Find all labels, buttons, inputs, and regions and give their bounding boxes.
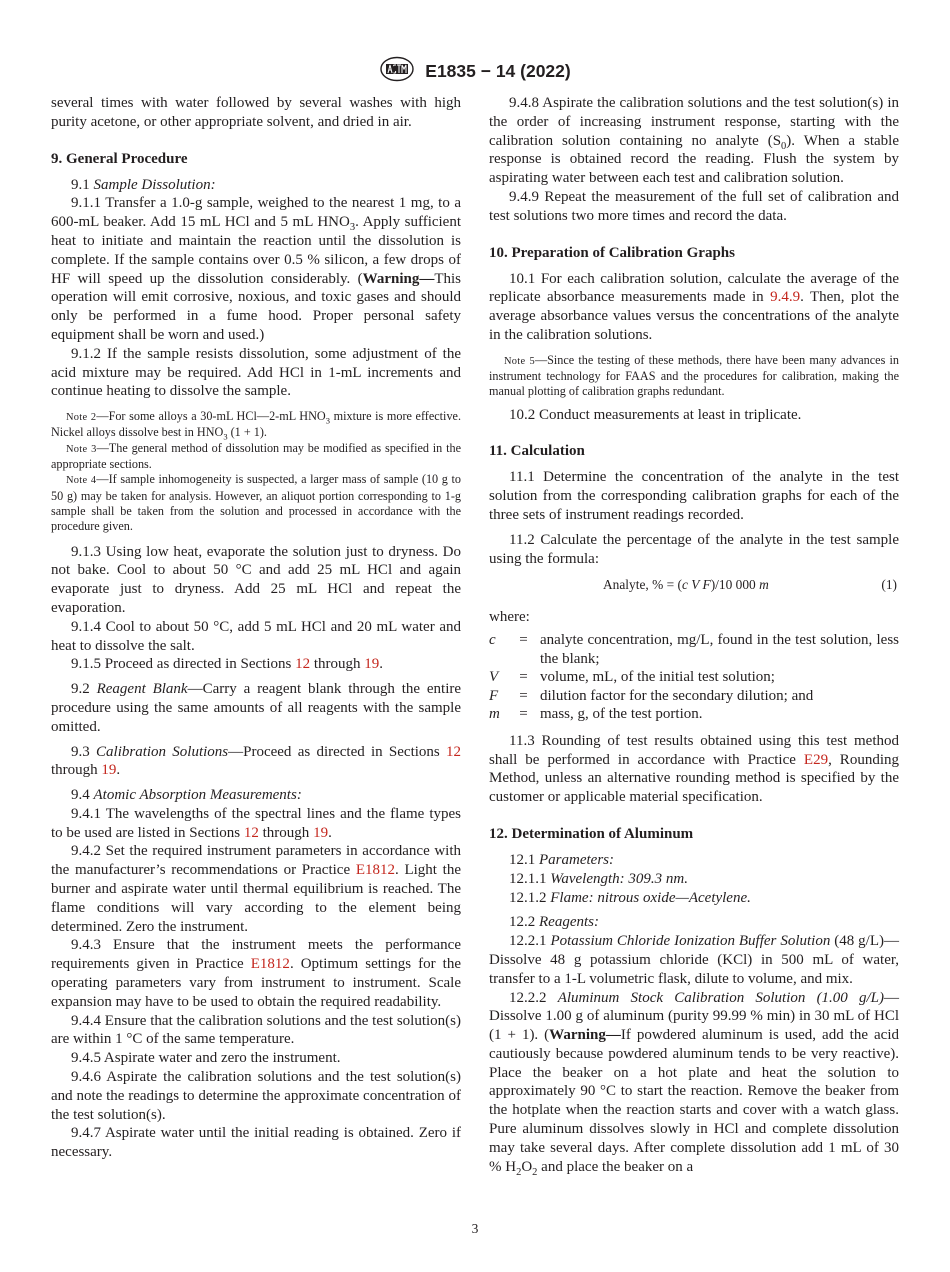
paragraph: 9.1.2 If the sample resists dissolution, some adjustment of the acid mixture may be required. Add HCl in 1-mL increments and continue heating to dissolve the sample. — [51, 345, 461, 400]
paragraph: 9.4.7 Aspirate water until the initial reading is obtained. Zero if necessary. — [51, 1125, 461, 1161]
standard-designation: E1835 − 14 (2022) — [425, 61, 571, 81]
standard-link[interactable]: E1812 — [355, 862, 395, 879]
paragraph: 10.1 For each calibration solution, calculate the average of the replicate absorbance measurements made in 9.4.9. Then, plot the average absorbance values versus the concentrations of the analyte in the calibration solutions. — [489, 270, 900, 343]
section-link[interactable]: 12 — [295, 656, 311, 673]
paragraph: 9.4.5 Aspirate water and zero the instrument. — [71, 1050, 341, 1067]
paragraph: 9.4.6 Aspirate the calibration solutions and the test solution(s) and note the readings to determine the approximate concentration of the test solution(s). — [51, 1069, 461, 1123]
equation — [489, 576, 899, 596]
equation-formula: Analyte, % = (c V F)/10 000 m — [603, 577, 769, 593]
section-link[interactable]: 12 — [446, 743, 462, 760]
paragraph: 12.1.1 Wavelength: 309.3 nm. — [509, 870, 689, 887]
variable-def: dilution factor for the secondary dilution; and — [540, 687, 814, 704]
variable-eq: = — [519, 687, 528, 704]
variable-def: analyte concentration, mg/L, found in the test solution, less the blank; — [540, 632, 899, 667]
right-column — [489, 94, 899, 1176]
note: Note 5—Since the testing of these methods, there have been many advances in instrument technology for FAAS and the procedures for calibration, making the manual plotting of calibration graphs redundant. — [489, 352, 899, 399]
paragraph: 9.1 Sample Dissolution: — [71, 176, 216, 193]
variable-row — [489, 631, 899, 668]
paragraph: 12.2.1 Potassium Chloride Ionization Buffer Solution (48 g/L)—Dissolve 48 g potassium chloride (KCl) in 500 mL of water, transfer to a 1-L volumetric flask, dilute to volume, and mix. — [489, 933, 900, 987]
section-link[interactable]: 9.4.9 — [770, 289, 801, 306]
left-column — [51, 94, 461, 1162]
note: Note 4—If sample inhomogeneity is suspected, a larger mass of sample (10 g to 50 g) may be taken for analysis. However, an aliquot portion corresponding to 1-g sample shall be taken from the solution and processed in accordance with the procedure given. — [51, 472, 461, 534]
paragraph: 10.2 Conduct measurements at least in triplicate. — [509, 406, 802, 423]
variable-def: mass, g, of the test portion. — [540, 706, 703, 723]
standard-link[interactable]: E1812 — [250, 956, 290, 973]
paragraph: 11.1 Determine the concentration of the analyte in the test solution from the corresponding calibration graphs for each of the three sets of instrument readings recorded. — [489, 469, 899, 524]
paragraph: 12.1 Parameters: — [509, 851, 614, 868]
paragraph: 9.1.3 Using low heat, evaporate the solution just to dryness. Do not bake. Cool to about 50 °C and add 25 mL HCl and again evaporate just to dryness. Add 25 mL HCl and repeat the evaporation. — [51, 543, 461, 616]
paragraph: 9.4.1 The wavelengths of the spectral lines and the flame types to be used are listed in Sections 12 through 19. — [51, 805, 461, 841]
where-label: where: — [489, 609, 530, 626]
equation-number: (1) — [881, 577, 897, 593]
variable-row — [489, 687, 899, 706]
variable-eq: = — [519, 706, 528, 723]
section-heading: 10. Preparation of Calibration Graphs — [489, 244, 735, 261]
variable-sym: m — [489, 706, 500, 723]
paragraph: 12.2.2 Aluminum Stock Calibration Solution (1.00 g/L)—Dissolve 1.00 g of aluminum (purity 99.99 % min) in 30 mL of HCl (1 + 1). (Warning—If powdered aluminum is used, add the acid cautiously because powdered aluminum tends to be very reactive). Place the beaker on a hot plate and heat the solution to approximately 90 °C to start the reaction. Remove the beaker from the hotplate when the reaction starts and cover with a watch glass. Pure aluminum dissolves slowly in HCl and complete dissolution may take several days. After complete dissolution add 1 mL of 30 % $H_2O_2$ and place the beaker on a — [489, 989, 899, 1178]
variable-def: volume, mL, of the initial test solution; — [540, 669, 775, 686]
note: Note 2—For some alloys a 30-mL HCl—2-mL $HNO_3$ mixture is more effective. Nickel alloys dissolve best in $HNO_3$ (1 + 1). — [51, 409, 461, 442]
paragraph: several times with water followed by several washes with high purity acetone, or other appropriate solvent, and dried in air. — [51, 95, 461, 130]
paragraph: 11.3 Rounding of test results obtained using this test method shall be performed in accordance with Practice E29, Rounding Method, unless an alternative rounding method is specified by the customer or applicable material specification. — [489, 732, 899, 806]
section-heading: 9. General Procedure — [51, 150, 188, 167]
page-header — [0, 56, 950, 87]
section-heading: 11. Calculation — [489, 443, 585, 460]
paragraph: 9.3 Calibration Solutions—Proceed as directed in Sections 12 through 19. — [51, 743, 462, 779]
section-link[interactable]: 19 — [313, 824, 329, 841]
paragraph: 9.4.4 Ensure that the calibration solutions and the test solution(s) are within 1 °C of the same temperature. — [51, 1012, 461, 1048]
standard-link[interactable]: E29 — [803, 751, 829, 768]
paragraph: 9.4.2 Set the required instrument parameters in accordance with the manufacturer’s recommendations or Practice E1812. Light the burner and aspirate water until thermal equilibrium is reached. The flame conditions will vary according to the element being determined. Zero the instrument. — [51, 843, 461, 935]
paragraph: 9.2 Reagent Blank—Carry a reagent blank through the entire procedure using the same amounts of all reagents with the sample omitted. — [51, 681, 462, 735]
paragraph: 12.2 Reagents: — [509, 914, 599, 931]
paragraph: 9.1.1 Transfer a 1.0-g sample, weighed to the nearest 1 mg, to a 600-mL beaker. Add 15 mL HCl and 5 mL $HNO_3$. Apply sufficient heat to initiate and maintain the reaction until the dissolution is complete. If the sample contains over 0.5 % silicon, a few drops of HF will speed up the dissolution considerably. (Warning—This operation will emit corrosive, noxious, and toxic gases and should only be performed in a fume hood. Proper personal safety equipment shall be worn and used.) — [51, 195, 462, 343]
variable-eq: = — [519, 632, 528, 649]
variable-row — [489, 668, 899, 687]
variable-definitions — [489, 631, 899, 724]
note: Note 3—The general method of dissolution may be modified as specified in the appropriate sections. — [51, 440, 462, 472]
paragraph: 9.1.5 Proceed as directed in Sections 12 through 19. — [71, 656, 384, 673]
paragraph: 9.4.8 Aspirate the calibration solutions and the test solution(s) in the order of increasing instrument response, starting with the calibration solution containing no analyte $(S_0)$. When a stable response is obtained record the reading. Flush the system by aspirating water between each test and calibration solution. — [489, 95, 899, 187]
section-heading: 12. Determination of Aluminum — [489, 825, 694, 842]
variable-sym: c — [489, 632, 496, 649]
page-number: 3 — [471, 1221, 479, 1236]
variable-sym: V — [489, 669, 499, 686]
section-link[interactable]: 19 — [101, 762, 117, 779]
variable-row — [489, 705, 899, 724]
astm-logo-icon — [379, 56, 415, 87]
section-link[interactable]: 19 — [364, 656, 380, 673]
paragraph: 9.4.3 Ensure that the instrument meets the performance requirements given in Practice E1812. Optimum settings for the operating parameters vary from instrument to instrument. Scale expansion may have to be used to obtain the required readability. — [51, 937, 461, 1010]
paragraph: 9.4.9 Repeat the measurement of the full set of calibration and test solutions two more times and record the data. — [489, 188, 899, 224]
paragraph: 9.1.4 Cool to about 50 °C, add 5 mL HCl and 20 mL water and heat to dissolve the salt. — [51, 618, 461, 654]
paragraph: 11.2 Calculate the percentage of the analyte in the test sample using the formula: — [489, 531, 899, 567]
paragraph: 12.1.2 Flame: nitrous oxide—Acetylene. — [509, 889, 751, 906]
paragraph: 9.4 Atomic Absorption Measurements: — [71, 787, 302, 804]
variable-eq: = — [519, 669, 528, 686]
variable-sym: F — [489, 687, 499, 704]
section-link[interactable]: 12 — [243, 824, 259, 841]
